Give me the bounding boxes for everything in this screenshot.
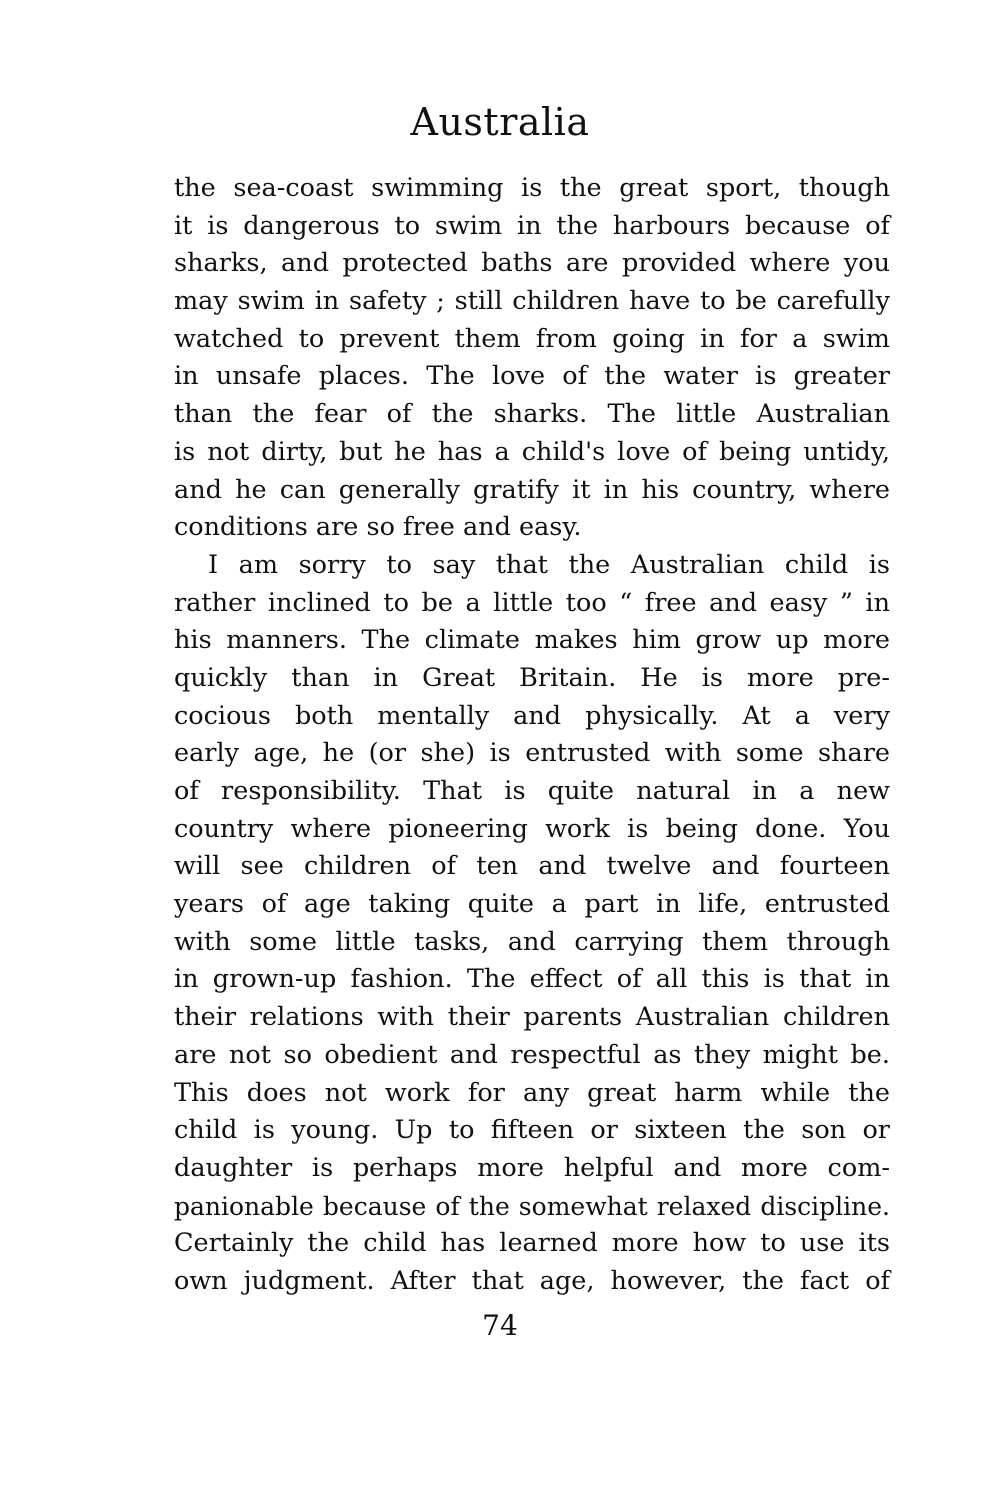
text-line: conditions are so free and easy. [174,512,582,543]
text-line: quickly than in Great Britain. He is more pre- [174,662,890,693]
text-line: with some little tasks, and carrying them through [174,926,890,957]
paragraph-2 [174,547,890,1301]
text-line: his manners. The climate makes him grow up more [174,625,890,656]
text-line: are not so obedient and respectful as they might be. [174,1039,890,1070]
running-head: Australia [410,100,590,144]
text-line: sharks, and protected baths are provided where you [174,248,890,279]
text-line: in unsafe places. The love of the water is greater [174,361,890,392]
text-line: country where pioneering work is being done. You [174,813,890,844]
text-line: Certainly the child has learned more how to use its [174,1228,890,1259]
text-line: panionable because of the somewhat relaxed discipline. [174,1191,890,1221]
text-line: cocious both mentally and physically. At a very [174,700,890,731]
text-line: it is dangerous to swim in the harbours because of [174,210,890,241]
text-line: of responsibility. That is quite natural in a new [174,776,890,806]
text-line: rather inclined to be a little too “ free and easy ” in [174,587,890,618]
text-line: may swim in safety ; still children have to be carefully [174,286,890,317]
text-line: the sea-coast swimming is the great sport, though [174,173,890,203]
text-line: is not dirty, but he has a child's love of being untidy, [174,436,890,467]
text-line: child is young. Up to fifteen or sixteen the son or [174,1115,890,1146]
text-line: own judgment. After that age, however, the fact of [174,1265,890,1296]
text-line: will see children of ten and twelve and fourteen [174,851,890,882]
text-line: early age, he (or she) is entrusted with some share [174,738,890,769]
text-line: their relations with their parents Australian children [174,1002,890,1033]
text-line: years of age taking quite a part in life, entrusted [174,889,890,920]
body-text [174,170,890,1301]
text-line: than the fear of the sharks. The little Australian [174,399,890,430]
text-line: This does not work for any great harm while the [174,1077,890,1108]
text-line: daughter is perhaps more helpful and more com- [174,1152,890,1183]
text-line: watched to prevent them from going in for a swim [174,323,890,354]
text-line: and he can generally gratify it in his country, where [174,474,890,505]
paragraph-1 [174,170,890,547]
text-line: in grown-up fashion. The effect of all this is that in [174,964,890,995]
text-line: I am sorry to say that the Australian child is [208,549,890,580]
page-number: 74 [482,1309,518,1342]
